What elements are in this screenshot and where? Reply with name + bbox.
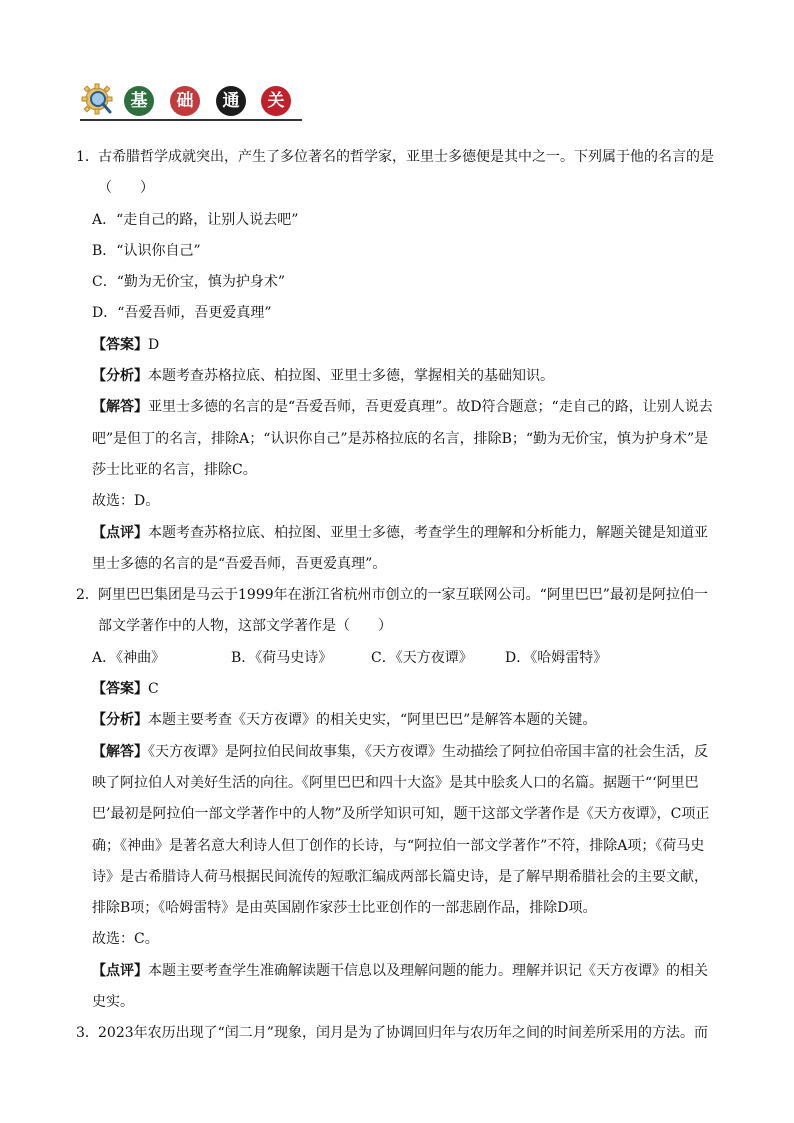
solution-text: 《天方夜谭》是阿拉伯民间故事集，《天方夜谭》生动描绘了阿拉伯帝国丰富的社会生活，反映了阿拉伯人对美好生活的向往。《阿里巴巴和四十大盗》是其中脍炙人口的名篇。据题干“‘阿里巴巴’最初是阿拉伯一部文学著作中的人物”及所学知识可知，题干这部文学著作是《天方夜谭》，C项正确；《神曲》是著名意大利诗人但丁创作的长诗，与“阿拉伯一部文学著作”不符，排除A项；《荷马史诗》是古希腊诗人荷马根据民间流传的短歌汇编成两部长篇史诗，是了解早期希腊社会的主要文献，排除B项；《哈姆雷特》是由英国剧作家莎士比亚创作的一部悲剧作品，排除D项。 [92, 743, 710, 917]
solution-tag: 【解答】 [92, 399, 148, 416]
answer-line [76, 674, 720, 705]
options-row [76, 643, 720, 674]
answer-line [76, 330, 720, 361]
question-stem: 古希腊哲学成就突出，产生了多位著名的哲学家，亚里士多德便是其中之一。下列属于他的名言的是（ ） [98, 149, 714, 197]
banner-divider [80, 119, 302, 121]
question-stem: 阿里巴巴集团是马云于1999年在浙江省杭州市创立的一家互联网公司。“阿里巴巴”最初是阿拉伯一部文学著作中的人物，这部文学著作是（ ） [98, 587, 708, 635]
question-list [76, 142, 720, 1050]
analysis-text: 本题考查苏格拉底、柏拉图、亚里士多德，掌握相关的基础知识。 [148, 368, 554, 385]
comment-text: 本题考查苏格拉底、柏拉图、亚里士多德，考查学生的理解和分析能力，解题关键是知道亚里士多德的名言的是“吾爱吾师，吾更爱真理”。 [92, 524, 708, 572]
analysis-line [76, 705, 720, 736]
question-1 [76, 142, 720, 205]
analysis-tag: 【分析】 [92, 712, 148, 729]
option-c: C．“勤为无价宝，慎为护身术” [92, 274, 286, 291]
comment-block [76, 956, 720, 1019]
option-b: B．“认识你自己” [92, 242, 201, 259]
answer-value: C [148, 681, 159, 698]
option-c: C．《天方夜谭》 [371, 649, 473, 666]
answer-tag: 【答案】 [92, 681, 148, 698]
choice-line: 故选：D。 [92, 493, 160, 510]
banner-seal-1: 基 [124, 86, 154, 116]
banner-seal-2: 础 [170, 86, 200, 116]
question-number: 2． [76, 587, 99, 604]
answer-tag: 【答案】 [92, 336, 148, 353]
answer-value: D [148, 336, 160, 353]
analysis-text: 本题主要考查《天方夜谭》的相关史实，“阿里巴巴”是解答本题的关键。 [148, 712, 597, 729]
question-3 [76, 1018, 720, 1049]
comment-tag: 【点评】 [92, 524, 148, 541]
analysis-line [76, 361, 720, 392]
question-number: 3． [76, 1025, 99, 1042]
section-banner [80, 82, 302, 122]
question-2 [76, 580, 720, 643]
solution-block [76, 737, 720, 925]
banner-seal-4: 关 [261, 86, 291, 116]
comment-tag: 【点评】 [92, 962, 148, 979]
solution-block [76, 392, 720, 486]
option-a: A．《神曲》 [92, 649, 166, 666]
option-d: D．“吾爱吾师，吾更爱真理” [92, 305, 272, 322]
option-a: A．“走自己的路，让别人说去吧” [92, 211, 299, 228]
comment-text: 本题主要考查学生准确解读题干信息以及理解问题的能力。理解并识记《天方夜谭》的相关史实。 [92, 962, 708, 1011]
option-b: B．《荷马史诗》 [231, 649, 333, 666]
option-d: D．《哈姆雷特》 [505, 649, 608, 666]
question-number: 1． [76, 149, 99, 165]
analysis-tag: 【分析】 [92, 368, 148, 385]
solution-tag: 【解答】 [92, 743, 148, 760]
banner-seal-3: 通 [216, 86, 246, 116]
choice-line: 故选：C。 [92, 931, 159, 948]
solution-text: 亚里士多德的名言的是“吾爱吾师，吾更爱真理”。故D符合题意；“走自己的路，让别人说去吧”是但丁的名言，排除A；“认识你自己”是苏格拉底的名言，排除B；“勤为无价宝，慎为护身术”是莎士比亚的名言，排除C。 [92, 399, 713, 478]
question-stem: 2023年农历出现了“闰二月”现象，闰月是为了协调回归年与农历年之间的时间差所采用的方法。而 [98, 1025, 708, 1042]
gear-magnifier-icon [80, 82, 120, 120]
comment-block [76, 518, 720, 581]
